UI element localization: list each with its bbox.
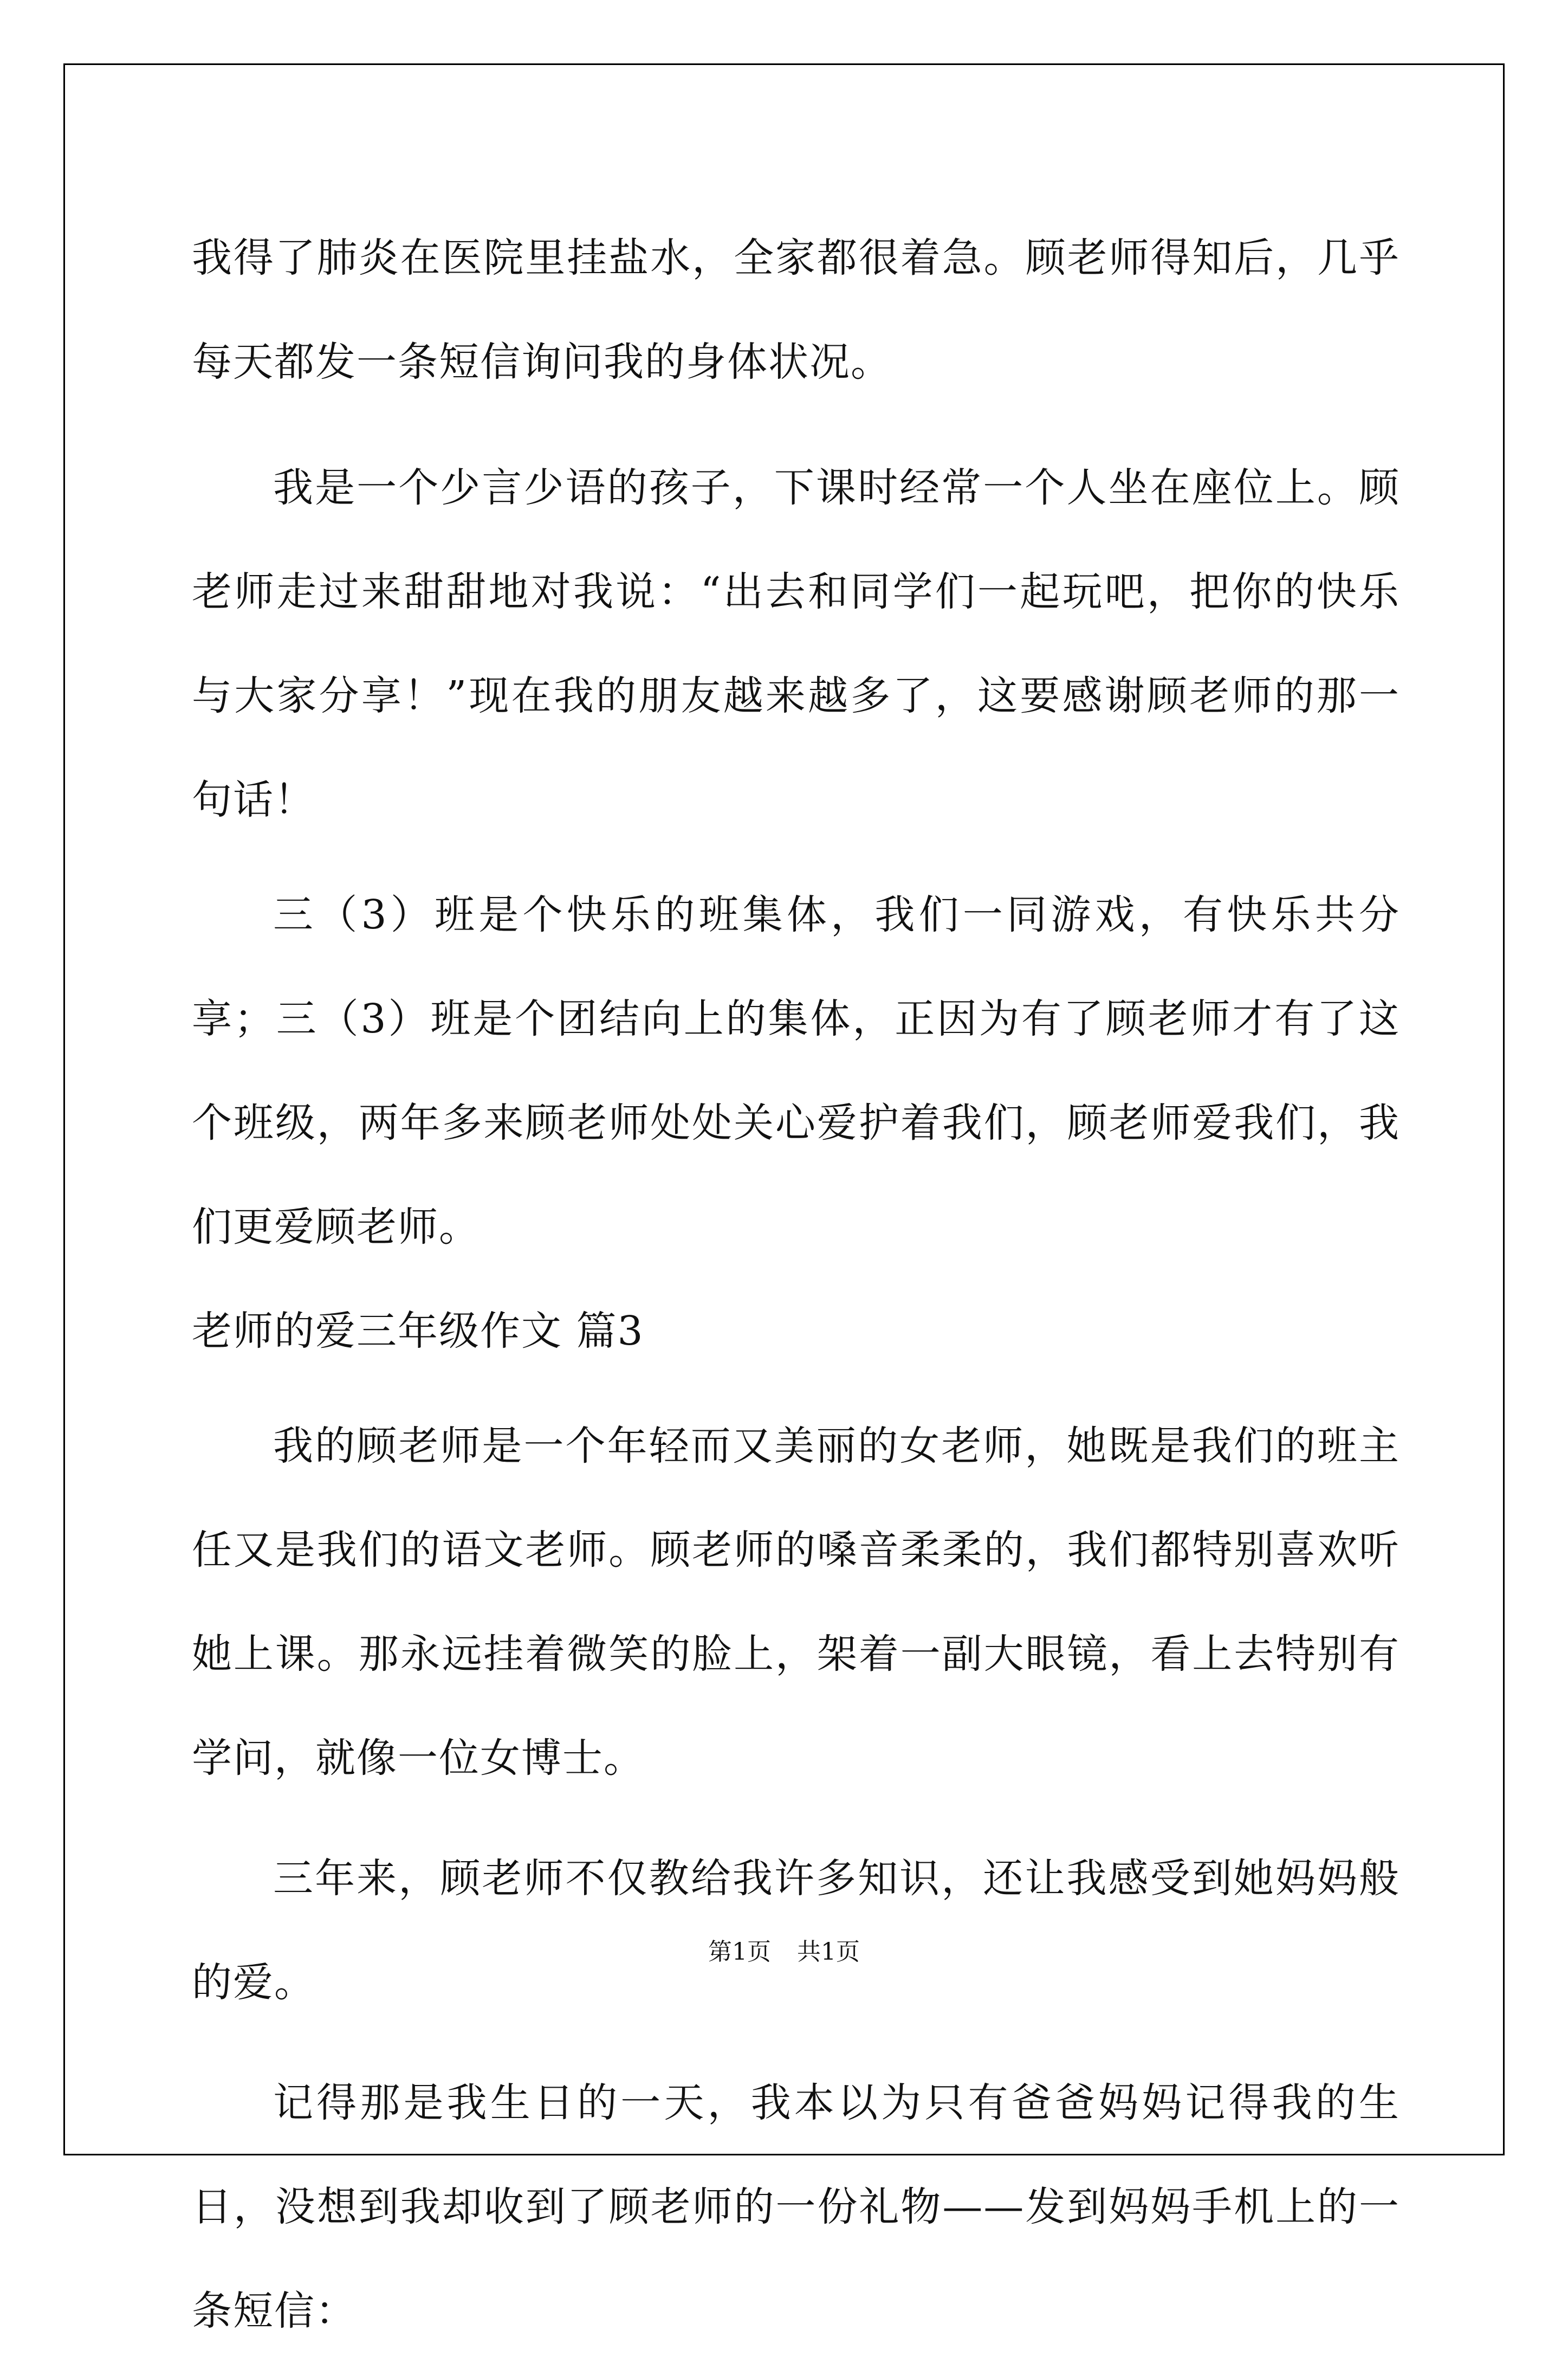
paragraph-1: 我得了肺炎在医院里挂盐水，全家都很着急。顾老师得知后，几乎每天都发一条短信询问我的身体状况。 [192,235,1400,385]
paragraph-6: 记得那是我生日的一天，我本以为只有爸爸妈妈记得我的生日，没想到我却收到了顾老师的一份礼物——发到妈妈手机上的一条短信： [192,2080,1400,2334]
paragraph-3: 三（3）班是个快乐的班集体，我们一同游戏，有快乐共分享；三（3）班是个团结向上的集体，正因为有了顾老师才有了这个班级，两年多来顾老师处处关心爱护着我们，顾老师爱我们，我们更爱顾老师。 [192,892,1400,1250]
document-body [192,206,1400,2363]
section-heading: 老师的爱三年级作文 篇3 [192,1308,644,1354]
page-total: 共1页 [797,1938,860,1966]
page-number: 第1页 [708,1938,771,1966]
page-footer [0,1936,1568,1968]
paragraph-4: 我的顾老师是一个年轻而又美丽的女老师，她既是我们的班主任又是我们的语文老师。顾老师的嗓音柔柔的，我们都特别喜欢听她上课。那永远挂着微笑的脸上，架着一副大眼镜，看上去特别有学问，就像一位女博士。 [192,1423,1400,1781]
paragraph-2: 我是一个少言少语的孩子，下课时经常一个人坐在座位上。顾老师走过来甜甜地对我说：“出去和同学们一起玩吧，把你的快乐与大家分享！”现在我的朋友越来越多了，这要感谢顾老师的那一句话！ [192,464,1400,823]
paragraph-5: 三年来，顾老师不仅教给我许多知识，还让我感受到她妈妈般的爱。 [192,1855,1400,2006]
